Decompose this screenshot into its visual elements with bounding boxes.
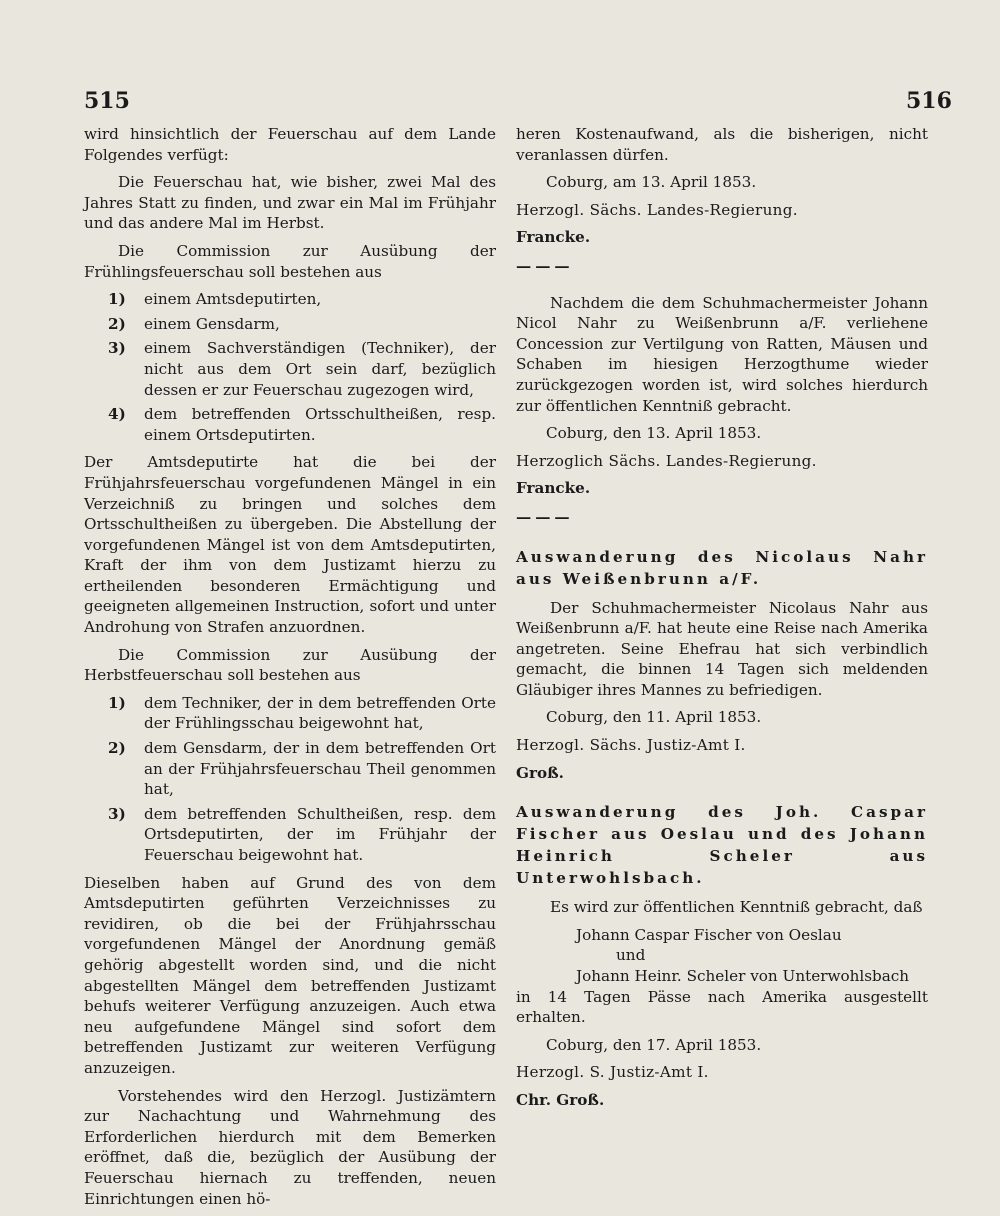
person-name: Johann Heinr. Scheler von Unterwohlsbach bbox=[576, 967, 910, 986]
item-number: 1) bbox=[108, 693, 126, 712]
paragraph: in 14 Tagen Pässe nach Amerika ausgestellt erhalten. bbox=[516, 987, 928, 1027]
item-text: dem betreffenden Ortsschultheißen, resp. einem Ortsdeputirten. bbox=[144, 405, 496, 444]
paragraph: heren Kostenaufwand, als die bisherigen, nicht veranlassen dürfen. bbox=[516, 125, 928, 164]
paragraph: Die Commission zur Ausübung der Herbstfeuerschau soll bestehen aus bbox=[84, 645, 496, 685]
notice-date: Coburg, am 13. April 1853. bbox=[546, 173, 757, 192]
paragraph: wird hinsichtlich der Feuerschau auf dem Lande Folgendes verfügt: bbox=[84, 125, 496, 164]
item-text: einem Sachverständigen (Techniker), der nicht aus dem Ort sein darf, bezüglich dessen er zur Feuerschau zugezogen wird, bbox=[144, 339, 496, 399]
notice-date: Coburg, den 11. April 1853. bbox=[546, 708, 762, 727]
notice-date: Coburg, den 17. April 1853. bbox=[546, 1035, 762, 1054]
paragraph: Der Schuhmachermeister Nicolaus Nahr aus Weißenbrunn a/F. hat heute eine Reise nach Amerika angetreten. Seine Ehefrau hat sich verbindlich gemacht, die binnen 14 Tagen sich meldenden Gläubiger ihres Mannes zu befriedigen. bbox=[516, 598, 928, 699]
list-item bbox=[84, 338, 496, 400]
item-text: dem betreffenden Schultheißen, resp. dem Ortsdeputirten, der im Frühjahr der Feuerschau beigewohnt hat. bbox=[144, 804, 496, 864]
item-number: 3) bbox=[108, 339, 126, 358]
list-item bbox=[84, 738, 496, 800]
paragraph: Vorstehendes wird den Herzogl. Justizämtern zur Nachachtung und Wahrnehmung des Erforderlichen hierdurch mit dem Bemerken eröffnet, daß die, bezüglich der Ausübung der Feuerschau hiernach zu treffenden, neuen Einrichtungen einen hö- bbox=[84, 1086, 496, 1208]
list-item bbox=[84, 314, 496, 335]
notice-signature: Chr. Groß. bbox=[516, 1091, 605, 1109]
item-number: 1) bbox=[108, 290, 126, 309]
paragraph: Die Commission zur Ausübung der Frühlingsfeuerschau soll bestehen aus bbox=[84, 241, 496, 281]
notice-authority: Herzogl. Sächs. Landes-Regierung. bbox=[516, 200, 798, 219]
right-column bbox=[516, 124, 928, 1118]
list-item bbox=[84, 289, 496, 310]
list-item bbox=[84, 404, 496, 445]
notice-signature: Francke. bbox=[516, 479, 591, 498]
item-text: dem Techniker, der in dem betreffenden Orte der Frühlingsschau beigewohnt hat, bbox=[144, 693, 496, 733]
page-number-right: 516 bbox=[906, 88, 952, 114]
item-number: 2) bbox=[108, 739, 126, 758]
item-text: einem Gensdarm, bbox=[144, 314, 280, 333]
spring-commission-list bbox=[84, 289, 496, 445]
paragraph: Nachdem die dem Schuhmachermeister Johann Nicol Nahr zu Weißenbrunn a/F. verliehene Concession zur Vertilgung von Ratten, Mäusen und Schaben im hiesigen Herzogthume wieder zurückgezogen worden ist, wird solches hierdurch zur öffentlichen Kenntniß gebracht. bbox=[516, 293, 928, 415]
paragraph: Es wird zur öffentlichen Kenntniß gebracht, daß bbox=[550, 898, 923, 917]
item-number: 2) bbox=[108, 314, 126, 333]
conjunction: und bbox=[616, 946, 646, 965]
list-item bbox=[84, 804, 496, 866]
person-name: Johann Caspar Fischer von Oeslau bbox=[576, 925, 842, 944]
notice-authority: Herzogl. S. Justiz-Amt I. bbox=[516, 1063, 709, 1082]
notice-signature: Francke. bbox=[516, 228, 591, 247]
notice-authority: Herzoglich Sächs. Landes-Regierung. bbox=[516, 451, 817, 470]
notice-heading: Auswanderung des Joh. Caspar Fischer aus Oeslau und des Johann Heinrich Scheler aus Unterwohlsbach. bbox=[516, 803, 928, 888]
list-item bbox=[84, 693, 496, 734]
item-number: 3) bbox=[108, 804, 126, 823]
separator: ——— bbox=[516, 256, 574, 275]
notice-authority: Herzogl. Sächs. Justiz-Amt I. bbox=[516, 736, 746, 755]
paragraph: Die Feuerschau hat, wie bisher, zwei Mal des Jahres Statt zu finden, und zwar ein Mal im Frühjahr und das andere Mal im Herbst. bbox=[84, 173, 496, 233]
separator: ——— bbox=[516, 507, 574, 526]
left-column bbox=[84, 124, 496, 1216]
autumn-commission-list bbox=[84, 693, 496, 866]
item-number: 4) bbox=[108, 405, 126, 424]
notice-date: Coburg, den 13. April 1853. bbox=[546, 424, 762, 443]
page-number-left: 515 bbox=[84, 88, 130, 114]
item-text: dem Gensdarm, der in dem betreffenden Ort an der Frühjahrsfeuerschau Theil genommen hat, bbox=[144, 739, 496, 799]
paragraph: Dieselben haben auf Grund des von dem Amtsdeputirten geführten Verzeichnisses zu revidiren, ob die bei der Frühjahrsschau vorgefundenen Mängel der Anordnung gemäß gehörig abgestellt worden sind, und die nicht abgestellten Mängel dem betreffenden Justizamt behufs weiterer Verfügung anzuzeigen. Auch etwa neu aufgefundene Mängel sind sofort dem betreffenden Justizamt zur weiteren Verfügung anzuzeigen. bbox=[84, 873, 496, 1077]
notice-signature: Groß. bbox=[516, 763, 564, 782]
paragraph: Der Amtsdeputirte hat die bei der Frühjahrsfeuerschau vorgefundenen Mängel in ein Verzeichniß zu bringen und solches dem Ortsschultheißen zu übergeben. Die Abstellung der vorgefundenen Mängel ist von dem Amtsdeputirten, Kraft der ihm von dem Justizamt hierzu zu ertheilenden besonderen Ermächtigung und geeigneten allgemeinen Instruction, sofort und unter Androhung von Strafen anzuordnen. bbox=[84, 453, 496, 637]
item-text: einem Amtsdeputirten, bbox=[144, 290, 322, 309]
notice-heading: Auswanderung des Nicolaus Nahr aus Weißenbrunn a/F. bbox=[516, 547, 928, 588]
